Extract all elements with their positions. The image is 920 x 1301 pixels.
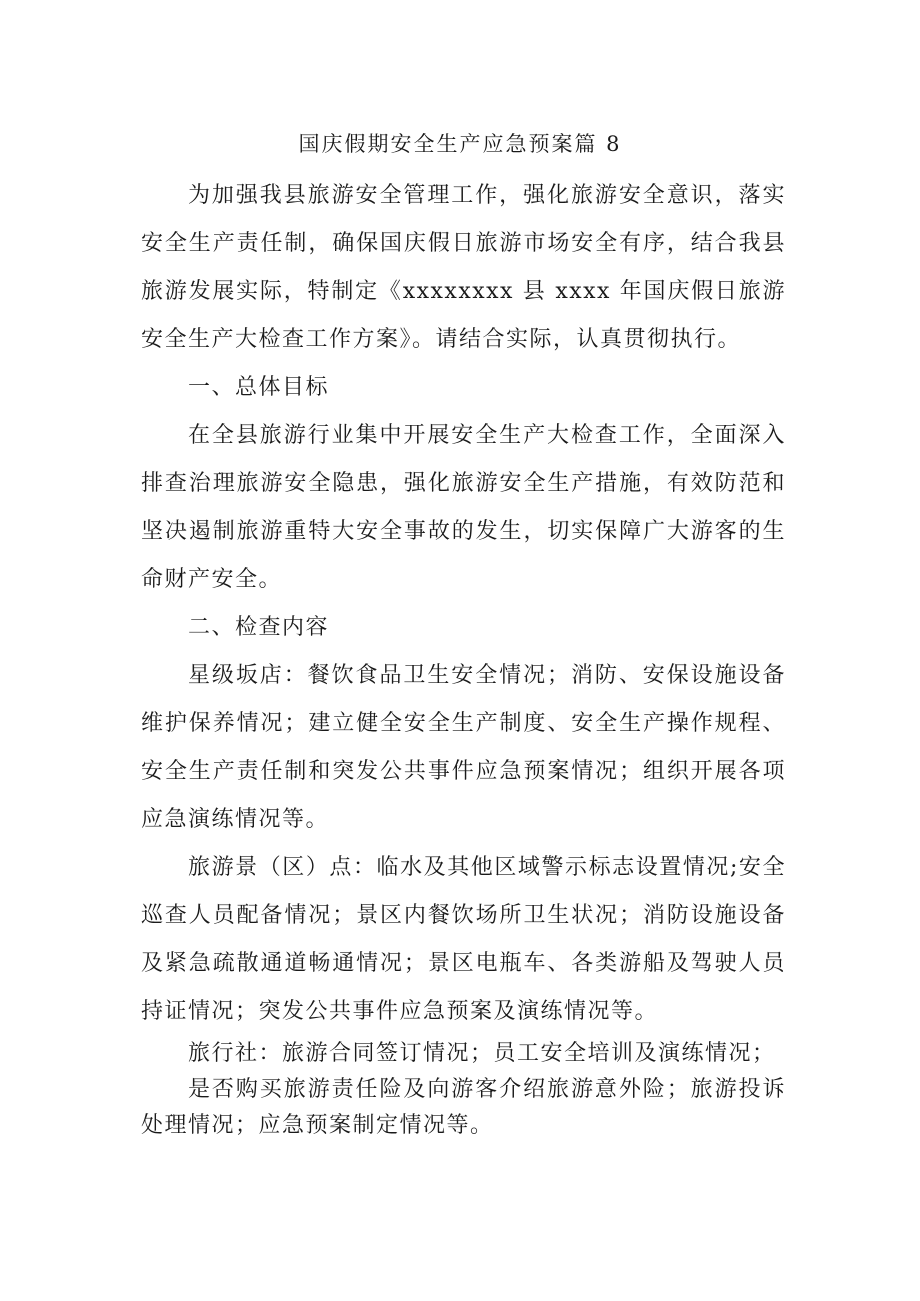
section-2-heading: 二、检查内容 — [188, 615, 330, 640]
hotels-paragraph: 星级坂店：餐饮食品卫生安全情况；消防、安保设施设备维护保养情况；建立健全安全生产制度、安全生产操作规程、安全生产责任制和突发公共事件应急预案情况；组织开展各项应急演练情况等。 — [141, 663, 786, 832]
travel-agency-paragraph — [141, 1036, 786, 1144]
section-1-heading: 一、总体目标 — [188, 375, 330, 400]
travel-agency-line-2: 是否购买旅游责任险及向游客介绍旅游意外险；旅游投诉处理情况；应急预案制定情况等。 — [141, 1077, 786, 1138]
document-title: 国庆假期安全生产应急预案篇 8 — [298, 132, 622, 156]
section-1-body: 在全县旅游行业集中开展安全生产大检查工作，全面深入排查治理旅游安全隐患，强化旅游安全生产措施，有效防范和坚决遏制旅游重特大安全事故的发生，切实保障广大游客的生命财产安全。 — [141, 423, 786, 592]
intro-paragraph: 为加强我县旅游安全管理工作，强化旅游安全意识，落实安全生产责任制，确保国庆假日旅游市场安全有序，结合我县旅游发展实际，特制定《xxxxxxxx 县 xxxx 年国庆假日旅游安全生产大检查工作方案》。请结合实际，认真贯彻执行。 — [141, 183, 786, 352]
scenic-spots-paragraph: 旅游景（区）点：临水及其他区域警示标志设置情况;安全巡查人员配备情况；景区内餐饮场所卫生状况；消防设施设备及紧急疏散通道畅通情况；景区电瓶车、各类游船及驾驶人员持证情况；突发公共事件应急预案及演练情况等。 — [141, 855, 786, 1024]
travel-agency-line-1: 旅行社：旅游合同签订情况；员工安全培训及演练情况； — [188, 1041, 776, 1066]
